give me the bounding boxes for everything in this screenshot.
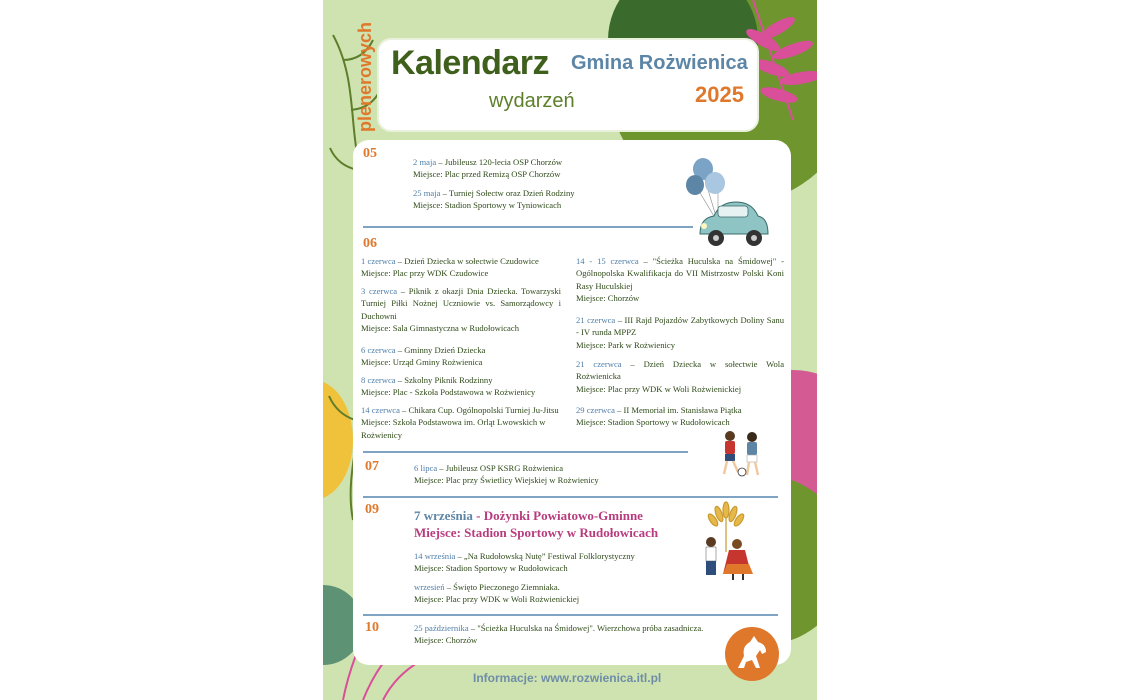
event-place: Miejsce: Plac przy WDK w Woli Rożwienickiej bbox=[414, 594, 580, 605]
page-subtitle: wydarzeń bbox=[489, 90, 575, 112]
month-october-number: 10 bbox=[365, 620, 379, 635]
event-place: Miejsce: Plac przy WDK Czudowice bbox=[361, 268, 489, 279]
event-name: Jubileusz 120-lecia OSP Chorzów bbox=[444, 157, 563, 167]
event-name: Święto Pieczonego Ziemniaka. bbox=[453, 582, 560, 592]
month-september-number: 09 bbox=[365, 502, 379, 517]
event-date: 14 września bbox=[414, 551, 456, 561]
event-date: 6 czerwca bbox=[361, 345, 396, 355]
event-date: wrzesień bbox=[414, 582, 445, 592]
event-september-2: wrzesień – Święto Pieczonego Ziemniaka. Miejsce: Plac przy WDK w Woli Rożwienickiej bbox=[414, 582, 580, 605]
event-date: 29 czerwca bbox=[576, 405, 615, 415]
header-box bbox=[377, 38, 759, 132]
event-place: Miejsce: Stadion Sportowy w Rudołowicach bbox=[414, 563, 568, 574]
year-label: 2025 bbox=[695, 82, 744, 107]
event-name: III Rajd Pojazdów Zabytkowych Doliny Sanu - IV runda MPPZ bbox=[576, 315, 784, 338]
vintage-car-icon bbox=[696, 198, 772, 250]
event-june-8: 21 czerwca – Dzień Dziecka w sołectwie Wola Rożwienicka Miejsce: Plac przy WDK w Woli Rożwienickiej bbox=[576, 359, 785, 394]
event-name: Szkolny Piknik Rodzinny bbox=[404, 375, 493, 385]
event-place: Miejsce: Szkoła Podstawowa im. Orląt Lwowskich w Rożwienicy bbox=[361, 417, 546, 440]
separator bbox=[363, 226, 693, 228]
municipality-name: Gmina Rożwienica bbox=[571, 52, 748, 74]
event-may-1: 2 maja – Jubileusz 120-lecia OSP Chorzów Miejsce: Plac przed Remizą OSP Chorzów bbox=[413, 157, 563, 180]
footer-info[interactable]: Informacje: www.rozwienica.itl.pl bbox=[473, 671, 662, 685]
event-place: Miejsce: Stadion Sportowy w Rudołowicach bbox=[414, 525, 659, 540]
event-name: Dzień Dziecka w sołectwie Wola Rożwienicka bbox=[576, 359, 785, 382]
separator bbox=[363, 451, 688, 453]
page-title: Kalendarz bbox=[391, 44, 549, 82]
event-place: Miejsce: Urząd Gminy Rożwienica bbox=[361, 357, 483, 368]
event-name: Gminny Dzień Dziecka bbox=[404, 345, 486, 355]
poster bbox=[323, 0, 817, 700]
event-july-1: 6 lipca – Jubileusz OSP KSRG Rożwienica Miejsce: Plac przy Świetlicy Wiejskiej w Rożwienicy bbox=[414, 463, 599, 486]
separator bbox=[363, 496, 778, 498]
event-name: "Ścieżka Huculska na Śmidowej". Wierzchowa próba zasadnicza. bbox=[477, 623, 704, 633]
event-name: Dzień Dziecka w sołectwie Czudowice bbox=[404, 256, 539, 266]
event-date: 21 czerwca bbox=[576, 315, 616, 325]
event-place: Miejsce: Park w Rożwienicy bbox=[576, 339, 676, 350]
event-date: 21 czerwca bbox=[576, 359, 622, 369]
horse-logo-icon bbox=[724, 626, 780, 682]
event-name: Turniej Sołectw oraz Dzień Rodziny bbox=[448, 188, 575, 198]
event-may-2: 25 maja – Turniej Sołectw oraz Dzień Rodziny Miejsce: Stadion Sportowy w Tyniowicach bbox=[413, 188, 575, 211]
event-place: Miejsce: Stadion Sportowy w Rudołowicach bbox=[576, 417, 730, 428]
event-name: "Ścieżka Huculska na Śmidowej" - Ogólnopolska Kwalifikacja do VII Mistrzostw Polski Koni Rasy Huculskiej bbox=[576, 256, 785, 291]
event-date: 25 października bbox=[414, 623, 469, 633]
event-october-1: 25 października – "Ścieżka Huculska na Śmidowej". Wierzchowa próba zasadnicza. Miejsce: Chorzów bbox=[414, 623, 704, 646]
calendar-content bbox=[353, 140, 791, 665]
event-name: Dożynki Powiatowo-Gminne bbox=[483, 508, 643, 523]
event-place: Miejsce: Chorzów bbox=[414, 635, 478, 646]
event-place: Miejsce: Plac przy Świetlicy Wiejskiej w Rożwienicy bbox=[414, 475, 599, 486]
event-place: Miejsce: Stadion Sportowy w Tyniowicach bbox=[413, 200, 562, 211]
event-place: Miejsce: Plac - Szkoła Podstawowa w Rożwienicy bbox=[361, 387, 536, 398]
event-september-1: 14 września – „Na Rudołowską Nutę” Festiwal Folklorystyczny Miejsce: Stadion Sportowy w Rudołowicach bbox=[414, 551, 635, 574]
event-place: Miejsce: Chorzów bbox=[576, 293, 640, 304]
event-date: 8 czerwca bbox=[361, 375, 396, 385]
month-june-number: 06 bbox=[363, 236, 377, 251]
event-date: 2 maja bbox=[413, 157, 437, 167]
event-june-4: 8 czerwca – Szkolny Piknik Rodzinny Miejsce: Plac - Szkoła Podstawowa w Rożwienicy bbox=[361, 375, 536, 398]
event-name: Jubileusz OSP KSRG Rożwienica bbox=[445, 463, 564, 473]
event-june-1: 1 czerwca – Dzień Dziecka w sołectwie Czudowice Miejsce: Plac przy WDK Czudowice bbox=[361, 256, 539, 279]
event-june-5: 14 czerwca – Chikara Cup. Ogólnopolski Turniej Ju-Jitsu Miejsce: Szkoła Podstawowa im. Orląt Lwowskich w Rożwienicy bbox=[361, 405, 559, 440]
event-june-9: 29 czerwca – II Memoriał im. Stanisława Piątka Miejsce: Stadion Sportowy w Rudołowicach bbox=[576, 405, 742, 428]
event-name: II Memoriał im. Stanisława Piątka bbox=[623, 405, 742, 415]
event-june-2: 3 czerwca – Piknik z okazji Dnia Dziecka. Towarzyski Turniej Piłki Nożnej Uczniowie vs. Samorządowcy i Duchowni Miejsce: Sala Gimnastyczna w Rudołowicach bbox=[361, 286, 561, 334]
event-name: „Na Rudołowską Nutę” Festiwal Folklorystyczny bbox=[463, 551, 635, 561]
event-june-7: 21 czerwca – III Rajd Pojazdów Zabytkowych Doliny Sanu - IV runda MPPZ Miejsce: Park w Rożwienicy bbox=[576, 315, 784, 350]
event-place: Miejsce: Sala Gimnastyczna w Rudołowicach bbox=[361, 323, 519, 334]
event-date: 3 czerwca bbox=[361, 286, 398, 296]
separator bbox=[363, 614, 778, 616]
event-june-3: 6 czerwca – Gminny Dzień Dziecka Miejsce: Urząd Gminy Rożwienica bbox=[361, 345, 486, 368]
event-june-6: 14 - 15 czerwca – "Ścieżka Huculska na Śmidowej" - Ogólnopolska Kwalifikacja do VII Mistrzostw Polski Koni Rasy Huculskiej Miejsce: Chorzów bbox=[576, 256, 785, 304]
event-date: 1 czerwca bbox=[361, 256, 396, 266]
event-name: Chikara Cup. Ogólnopolski Turniej Ju-Jitsu bbox=[408, 405, 559, 415]
event-september-highlight: 7 września - Dożynki Powiatowo-Gminne Miejsce: Stadion Sportowy w Rudołowicach bbox=[414, 508, 659, 540]
month-may-number: 05 bbox=[363, 146, 377, 161]
event-date: 25 maja bbox=[413, 188, 441, 198]
vertical-word: plenerowych bbox=[355, 21, 375, 132]
kids-football-icon bbox=[718, 430, 768, 478]
event-place: Miejsce: Plac przy WDK w Woli Rożwienickiej bbox=[576, 383, 742, 394]
event-date: 14 czerwca bbox=[361, 405, 400, 415]
event-date: 14 - 15 czerwca bbox=[576, 256, 639, 266]
harvest-dancers-icon bbox=[691, 502, 761, 582]
event-place: Miejsce: Plac przed Remizą OSP Chorzów bbox=[413, 169, 561, 180]
event-name: Piknik z okazji Dnia Dziecka. Towarzyski Turniej Piłki Nożnej Uczniowie vs. Samorządowcy i Duchowni bbox=[361, 286, 561, 321]
month-july-number: 07 bbox=[365, 459, 379, 474]
event-date: 6 lipca bbox=[414, 463, 438, 473]
event-date: 7 września bbox=[414, 508, 473, 523]
